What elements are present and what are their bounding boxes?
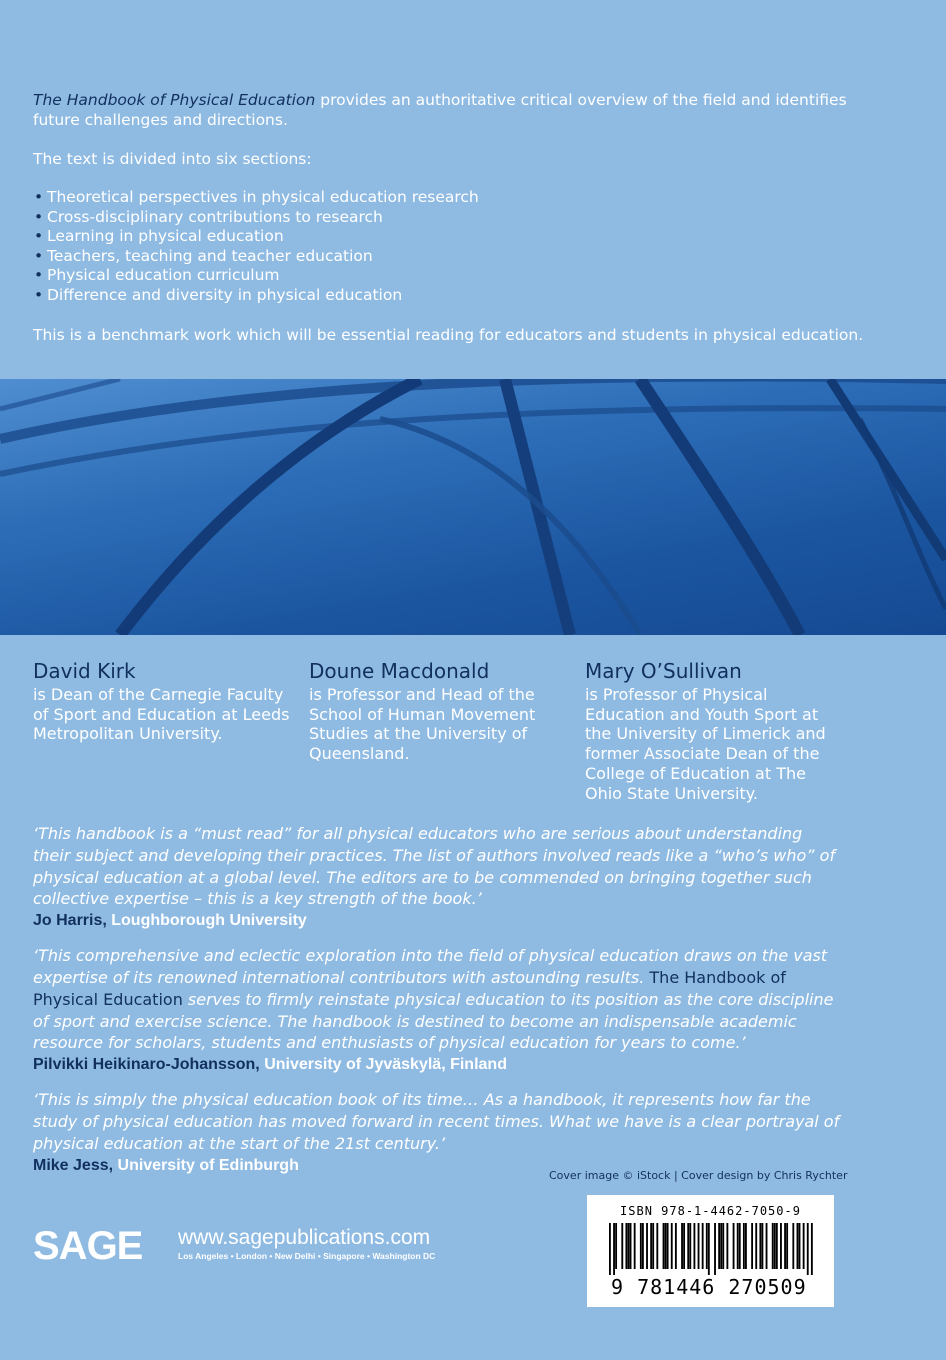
barcode-bar	[733, 1223, 735, 1269]
barcode-bar	[615, 1223, 617, 1269]
section-item: • Cross-disciplinary contributions to research	[47, 208, 893, 228]
barcode-bar	[628, 1223, 630, 1269]
editor-bio: is Dean of the Carnegie Faculty of Sport and Education at Leeds Metropolitan University.	[33, 685, 290, 744]
barcode-bar	[650, 1223, 652, 1269]
barcode-bar	[642, 1223, 644, 1269]
quote-person: Mike Jess,	[33, 1156, 114, 1174]
barcode-bar	[687, 1223, 689, 1269]
barcode-bar	[671, 1223, 673, 1269]
publisher-cities: Los Angeles • London • New Delhi • Singapore • Washington DC	[178, 1251, 436, 1261]
barcode-bar	[766, 1223, 768, 1269]
quote-text-end: serves to firmly reinstate physical education to its position as the core discipline of sport and exercise science. The handbook is destined to become an indispensable academic resource for scholars, students and enthusiasts of physical education for years to come.’	[33, 989, 834, 1053]
barcode-bar	[720, 1223, 722, 1269]
editor-bio: is Professor of Physical Education and Youth Sport at the University of Limerick and former Associate Dean of the College of Education at The Ohio State University.	[585, 685, 826, 803]
barcode-bar	[799, 1223, 801, 1269]
benchmark-statement: This is a benchmark work which will be essential reading for educators and students in physical education.	[33, 325, 864, 344]
endorsement	[33, 1089, 843, 1175]
barcode-bar	[774, 1223, 776, 1269]
barcode-bar	[681, 1223, 683, 1269]
barcode-bars	[609, 1223, 813, 1275]
editor-bio: is Professor and Head of the School of Human Movement Studies at the University of Queensland.	[309, 685, 536, 764]
barcode-bar	[718, 1223, 720, 1269]
barcode-bar	[706, 1223, 708, 1269]
sections-intro: The text is divided into six sections:	[33, 150, 312, 168]
barcode-bar	[683, 1223, 685, 1269]
cover-image	[0, 379, 946, 635]
sage-logo: SAGE	[33, 1224, 143, 1268]
section-item: • Difference and diversity in physical education	[47, 286, 893, 306]
barcode-bar	[702, 1223, 704, 1269]
barcode-bar	[792, 1223, 794, 1269]
publisher-logo	[33, 1224, 503, 1274]
quote-attribution	[33, 910, 843, 931]
quote-text	[33, 945, 843, 1054]
editor-name: Mary O’Sullivan	[585, 659, 742, 683]
barcode-bar	[665, 1223, 667, 1269]
quote-attribution	[33, 1054, 843, 1075]
barcode-bar	[761, 1223, 763, 1269]
barcode	[587, 1195, 834, 1307]
barcode-bar	[803, 1223, 805, 1269]
barcode-bar	[640, 1223, 642, 1269]
barcode-bar	[698, 1223, 700, 1269]
barcode-bar	[625, 1223, 627, 1269]
editor-card	[585, 659, 835, 803]
barcode-bar	[613, 1223, 615, 1275]
endorsement	[33, 823, 843, 931]
barcode-bar	[689, 1223, 691, 1269]
section-item: • Physical education curriculum	[47, 266, 893, 286]
barcode-bar	[737, 1223, 739, 1269]
barcode-bar	[634, 1223, 636, 1269]
architecture-photo-illustration	[0, 379, 946, 635]
barcode-bar	[786, 1223, 788, 1269]
barcode-bar	[656, 1223, 658, 1269]
book-title: The Handbook of Physical Education	[33, 91, 316, 109]
publisher-url: www.sagepublications.com	[178, 1226, 431, 1249]
quote-affiliation: University of Jyväskylä, Finland	[259, 1056, 507, 1074]
editor-name: David Kirk	[33, 659, 136, 683]
barcode-bar	[811, 1223, 813, 1275]
barcode-bar	[714, 1223, 716, 1275]
barcode-bar	[776, 1223, 778, 1269]
quote-person: Pilvikki Heikinaro-Johansson,	[33, 1056, 260, 1074]
barcode-bar	[652, 1223, 654, 1269]
section-item: • Teachers, teaching and teacher education	[47, 247, 893, 267]
barcode-bar	[755, 1223, 757, 1269]
endorsement	[33, 945, 843, 1075]
isbn-label: ISBN 978-1-4462-7050-9	[620, 1204, 801, 1218]
barcode-bar	[693, 1223, 695, 1269]
quote-person: Jo Harris,	[33, 912, 107, 930]
barcode-bar	[646, 1223, 648, 1269]
quote-text-start: ‘This comprehensive and eclectic exploration into the field of physical education draws on the vast expertise of its renowned international contributors with astounding results.	[33, 946, 828, 987]
barcode-bar	[621, 1223, 623, 1269]
barcode-bar	[772, 1223, 774, 1269]
section-item: • Learning in physical education	[47, 227, 893, 247]
editor-card	[309, 659, 549, 764]
barcode-bar	[807, 1223, 809, 1275]
barcode-bar	[784, 1223, 786, 1269]
barcode-bar	[667, 1223, 669, 1269]
quoted-book-title: The Handbook of Physical Education	[33, 967, 786, 1009]
quote-affiliation: University of Edinburgh	[113, 1156, 299, 1174]
barcode-bar	[759, 1223, 761, 1269]
barcode-digits: 9 781446 270509	[611, 1275, 807, 1299]
editor-card	[33, 659, 293, 744]
barcode-bar	[663, 1223, 665, 1269]
barcode-bar	[745, 1223, 747, 1269]
barcode-bar	[708, 1223, 710, 1275]
section-item: • Theoretical perspectives in physical education research	[47, 188, 893, 208]
barcode-bar	[630, 1223, 632, 1269]
sections-list	[33, 188, 893, 306]
quote-affiliation: Loughborough University	[106, 912, 307, 930]
barcode-bar	[722, 1223, 724, 1269]
barcode-bar	[739, 1223, 741, 1269]
barcode-bar	[609, 1223, 611, 1275]
quote-text: ‘This handbook is a “must read” for all physical educators who are serious about understanding their subject and developing their practices. The list of authors involved reads like a “who’s who” of physical education at a global level. The editors are to be commended on bringing together such collective expertise – this is a key strength of the book.’	[33, 824, 836, 909]
quote-text: ‘This is simply the physical education book of its time… As a handbook, it represents how far the study of physical education has moved forward in recent times. What we have is a clear portrayal of physical education at the start of the 21st century.’	[33, 1090, 840, 1153]
editor-name: Doune Macdonald	[309, 659, 490, 683]
cover-credits: Cover image © iStock | Cover design by Chris Rychter	[549, 1169, 848, 1182]
barcode-bar	[780, 1223, 782, 1269]
barcode-bar	[797, 1223, 799, 1269]
lead-paragraph	[33, 90, 893, 130]
barcode-bar	[726, 1223, 728, 1269]
lead-text: provides an authoritative critical overview of the field and identifies future challenges and directions.	[33, 91, 847, 129]
barcode-bar	[743, 1223, 745, 1269]
barcode-bar	[751, 1223, 753, 1269]
blurb	[33, 90, 893, 345]
barcode-bar	[675, 1223, 677, 1269]
endorsements	[33, 823, 843, 1190]
